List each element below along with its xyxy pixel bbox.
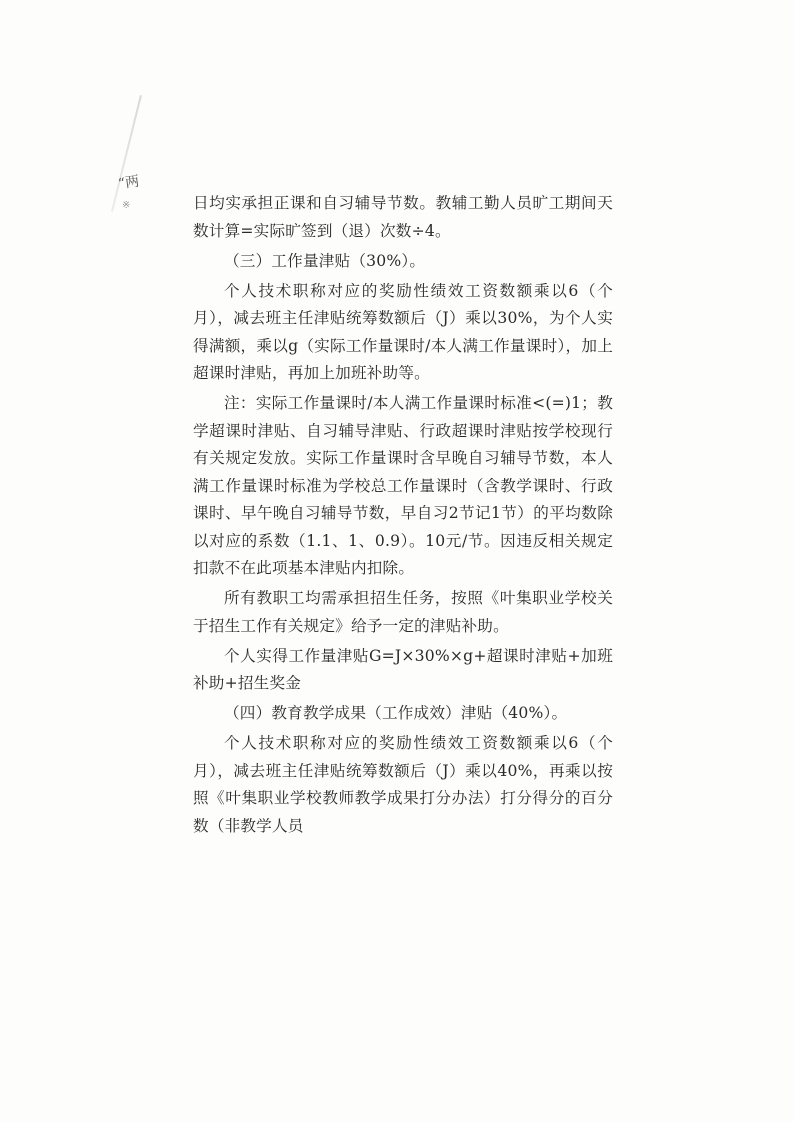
margin-handwriting-small: ※ <box>122 200 131 211</box>
document-body <box>193 190 613 843</box>
scan-artifact-line <box>111 95 142 212</box>
paragraph-workload-equation: 个人实得工作量津贴G=J×30%×g+超课时津贴+加班补助+招生奖金 <box>193 646 613 692</box>
paragraph-enrollment: 所有教职工均需承担招生任务，按照《叶集职业学校关于招生工作有关规定》给予一定的津贴补助。 <box>193 589 613 635</box>
paragraph-workload-formula: 个人技术职称对应的奖励性绩效工资数额乘以6（个月），减去班主任津贴统筹数额后（J）乘以30%，为个人实得满额，乘以g（实际工作量课时/本人满工作量课时），加上超课时津贴，再加上加班补助等。 <box>193 281 613 382</box>
paragraph-note: 注：实际工作量课时/本人满工作量课时标准<(=)1；教学超课时津贴、自习辅导津贴、行政超课时津贴按学校现行有关规定发放。实际工作量课时含早晚自习辅导节数，本人满工作量课时标准为学校总工作量课时（含教学课时、行政课时、早午晚自习辅导节数，早自习2节记1节）的平均数除以对应的系数（1.1、1、0.9）。10元/节。因违反相关规定扣款不在此项基本津贴内扣除。 <box>193 394 613 577</box>
paragraph-achievement-formula: 个人技术职称对应的奖励性绩效工资数额乘以6（个月），减去班主任津贴统筹数额后（J）乘以40%，再乘以按照《叶集职业学校教师教学成果打分办法）打分得分的百分数（非教学人员 <box>193 734 613 835</box>
section-heading-3: （三）工作量津贴（30%）。 <box>224 251 426 270</box>
paragraph-continuation: 日均实承担正课和自习辅导节数。教辅工勤人员旷工期间天数计算=实际旷签到（退）次数÷4。 <box>193 194 613 240</box>
margin-handwriting: “两 <box>117 173 141 193</box>
section-heading-4: （四）教育教学成果（工作成效）津贴（40%）。 <box>224 704 568 722</box>
